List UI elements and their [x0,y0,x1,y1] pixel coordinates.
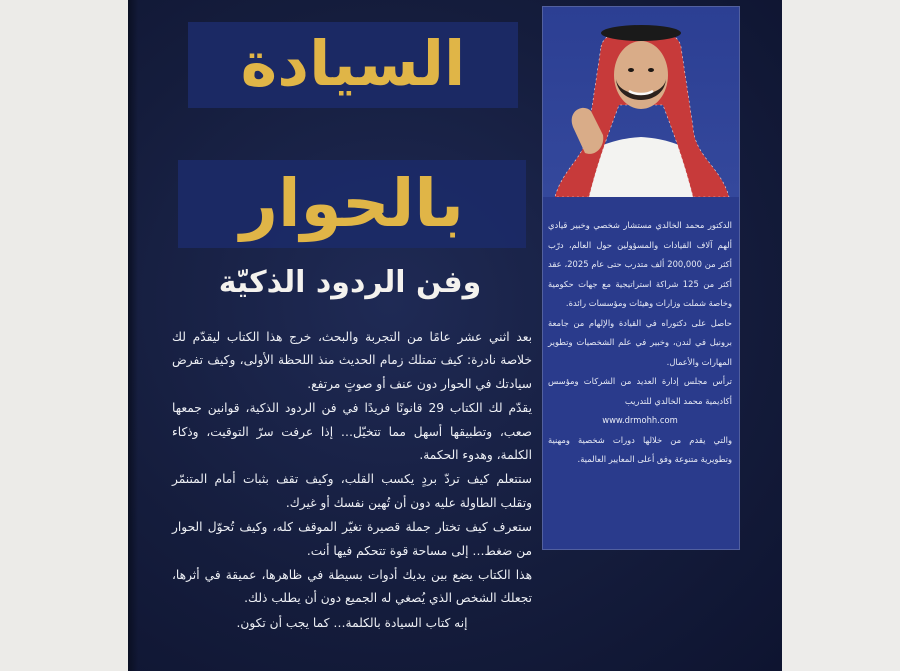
author-portrait-illustration [543,7,739,197]
blurb-paragraph: هذا الكتاب يضع بين يديك أدوات بسيطة في ظاهرها، عميقة في أثرها، تجعلك الشخص الذي يُصغي له الجميع دون أن يطلب ذلك. [172,568,532,606]
blurb-text [172,326,532,636]
blurb-paragraph: ستعرف كيف تختار جملة قصيرة تغيّر الموقف كله، وكيف تُحوّل الحوار من ضغط… إلى مساحة قوة تتحكم فيها أنت. [172,520,532,558]
blurb-paragraph: بعد اثني عشر عامًا من التجربة والبحث، خرج هذا الكتاب ليقدّم لك خلاصة نادرة: كيف تمتلك زمام الحديث منذ اللحظة الأولى، وكيف تفرض سيادتك في الحوار دون عنف أو صوتٍ مرتفع. [172,330,532,391]
book-title-line-1: السيادة [240,27,466,100]
author-photo [543,7,739,197]
author-bio [548,216,732,470]
blurb-closing-line: إنه كتاب السيادة بالكلمة… كما يجب أن تكون. [236,615,468,630]
scan-background-left [0,0,128,671]
bio-paragraph: حاصل على دكتوراه في القيادة والإلهام من جامعة برونيل في لندن، وخبير في علم الشخصيات وتطوير المهارات والأعمال. [548,317,732,367]
bio-paragraph: ترأس مجلس إدارة العديد من الشركات ومؤسس أكاديمية محمد الخالدي للتدريب [548,376,732,406]
blurb-paragraph: ستتعلم كيف تردّ بردٍ يكسب القلب، وكيف تقف بثبات أمام المتنمّر وتقلب الطاولة عليه دون أن تُهين نفسك أو غيرك. [172,472,532,510]
bio-paragraph: والتي يقدم من خلالها دورات شخصية ومهنية وتطويرية متنوعة وفق أعلى المعايير العالمية. [548,434,732,464]
bio-paragraph: الدكتور محمد الخالدي مستشار شخصي وخبير قيادي ألهم آلاف القيادات والمسؤولين حول العالم، درّب أكثر من 200,000 ألف متدرب حتى عام 2025، عقد أكثر من 125 شراكة استراتيجية مع جهات حكومية وخاصة شملت وزارات وهيئات ومؤسسات رائدة. [548,220,732,308]
blurb-paragraph: يقدّم لك الكتاب 29 قانونًا فريدًا في فن الردود الذكية، قوانين جمعها صعب، وتطبيقها أسهل مما تتخيّل… إذا عرفت سرّ التوقيت، وذكاء الكلمة، وهدوء الحكمة. [172,401,532,463]
spine-shadow [128,0,138,671]
book-title-line-2: بالحوار [240,165,464,242]
scan-background-right [782,0,900,671]
book-subtitle: وفن الردود الذكيّة [218,265,482,300]
author-website: www.drmohh.com [602,415,678,425]
